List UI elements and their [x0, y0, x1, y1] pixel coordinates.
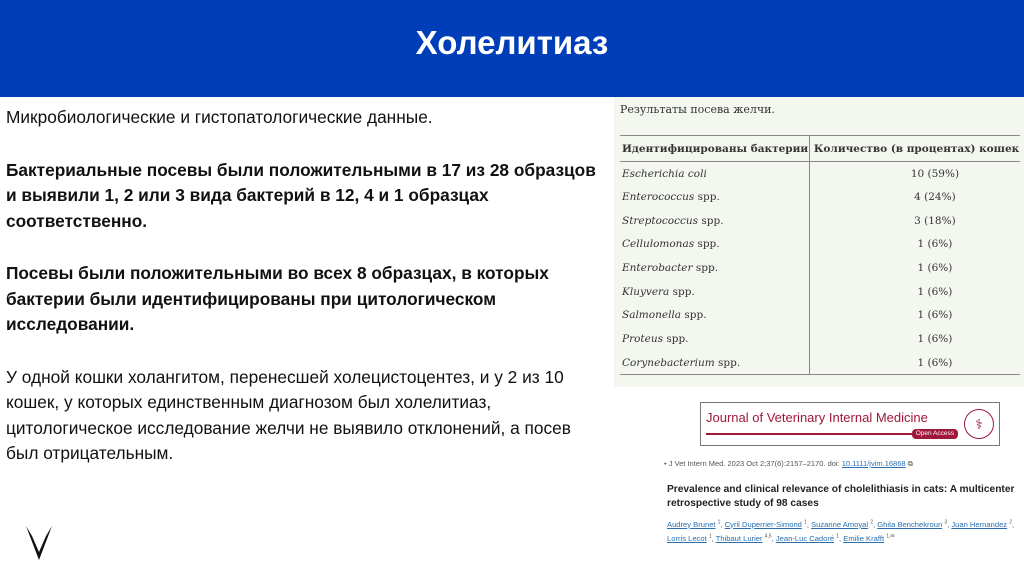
author-link[interactable]: Emilie Krafft: [843, 534, 885, 544]
affiliation: 4,5: [764, 533, 772, 540]
bacteria-cell: [620, 351, 809, 375]
bacteria-cell: [620, 233, 809, 257]
count-cell: 1 (6%): [809, 280, 1020, 304]
author: Suzanne Amoyal $^2$,: [811, 519, 878, 529]
bacteria-cell: [620, 304, 809, 328]
affiliation: 1: [717, 519, 721, 525]
article-title: Prevalence and clinical relevance of cholelithiasis in cats: A multicenter retrospective study of 98 cases: [667, 484, 1015, 509]
brand-logo-icon: [24, 522, 54, 562]
count-cell: 1 (6%): [809, 304, 1020, 328]
author-list: [667, 516, 1020, 545]
doi-link[interactable]: 10.1111/jvim.16868: [841, 459, 906, 468]
header-count: Количество (в процентах) кошек: [809, 136, 1020, 162]
bacteria-cell: [620, 327, 809, 351]
count-cell: 1 (6%): [809, 256, 1020, 280]
table-row: [620, 327, 1020, 351]
genus: Proteus: [622, 333, 663, 346]
author: Cyril Duperrier-Simond $^1$,: [724, 519, 812, 529]
paragraph: У одной кошки холангитом, перенесшей холецистоцентез, и у 2 из 10 кошек, у которых единственным диагнозом был холелитиаз, цитологическое исследование желчи не выявило отклонений, а посев был отрицательным.: [6, 366, 571, 463]
culture-results-table-image: [614, 97, 1024, 387]
affiliation: 2: [1009, 519, 1012, 525]
table-row: [620, 304, 1020, 328]
citation: [664, 458, 1020, 469]
author: Lorris Lecot $^1$,: [667, 533, 716, 544]
author-link[interactable]: Juan Hernandez: [951, 519, 1008, 529]
affiliation: 1: [836, 533, 840, 540]
table-row: [620, 256, 1020, 280]
genus: Kluyvera: [622, 285, 670, 298]
count-cell: 4 (24%): [809, 185, 1020, 209]
table-row: [620, 351, 1020, 375]
affiliation: 1: [708, 533, 712, 540]
genus-suffix: spp.: [663, 333, 689, 346]
genus-suffix: spp.: [714, 356, 741, 369]
table-row: [620, 162, 1020, 186]
table-row: [620, 185, 1020, 209]
journal-rule: [706, 433, 912, 435]
genus: Corynebacterium: [622, 356, 715, 369]
bacteria-cell: [620, 162, 809, 186]
table-row: [620, 233, 1020, 257]
journal-name: Journal of Veterinary Internal Medicine: [706, 409, 928, 425]
genus: Enterococcus: [622, 191, 695, 204]
open-access-badge: Open Access: [912, 429, 958, 439]
journal-seal-icon: ⚕: [964, 409, 994, 439]
genus-suffix: spp.: [694, 191, 720, 204]
count-cell: 1 (6%): [809, 351, 1020, 375]
author: [843, 534, 894, 543]
journal-wordmark: [706, 410, 958, 439]
genus-suffix: spp.: [694, 238, 720, 251]
genus: Cellulomonas: [622, 238, 695, 251]
bacteria-cell: [620, 185, 809, 209]
table-row: [620, 209, 1020, 233]
author: Ghita Benchekroun $^3$,: [877, 519, 952, 529]
genus-suffix: spp.: [681, 309, 707, 322]
author-link[interactable]: Cyril Duperrier-Simond: [724, 519, 802, 529]
affiliation: 3: [944, 519, 948, 525]
paragraph: Бактериальные посевы были положительными в 17 из 28 образцов и выявили 1, 2 или 3 вида бактерий в 12, 4 и 1 образцах соответственно.: [6, 159, 596, 231]
author-link[interactable]: Lorris Lecot: [667, 534, 707, 544]
table-row: [620, 280, 1020, 304]
author-link[interactable]: Jean-Luc Cadoré: [775, 534, 835, 544]
bacteria-cell: [620, 280, 809, 304]
article-reference: [664, 458, 1020, 545]
author-link[interactable]: Suzanne Amoyal: [811, 519, 869, 529]
count-cell: 10 (59%): [809, 162, 1020, 186]
bacteria-cell: [620, 256, 809, 280]
slide-body: [6, 105, 596, 494]
genus: Salmonella: [622, 309, 682, 322]
genus: Escherichia coli: [622, 167, 707, 180]
count-cell: 3 (18%): [809, 209, 1020, 233]
bacteria-cell: [620, 209, 809, 233]
external-link-icon: ⧉: [907, 459, 913, 468]
genus-suffix: spp.: [669, 285, 695, 298]
genus: Streptococcus: [622, 214, 699, 227]
affiliation: 2: [870, 519, 873, 525]
author-link[interactable]: Thibaut Lurier: [715, 534, 763, 544]
paragraph: Микробиологические и гистопатологические данные.: [6, 107, 433, 127]
journal-logo: [700, 402, 1000, 446]
citation-text: • J Vet Intern Med. 2023 Oct 2;37(6):2157–2170. doi:: [664, 459, 842, 468]
count-cell: 1 (6%): [809, 327, 1020, 351]
genus: Enterobacter: [622, 262, 693, 275]
paragraph: Посевы были положительными во всех 8 образцах, в которых бактерии были идентифицированы при цитологическом исследовании.: [6, 263, 549, 334]
author: Juan Hernandez $^2$,: [951, 519, 1015, 529]
slide-header: [0, 0, 1024, 97]
author: Audrey Brunet $^1$,: [667, 519, 725, 529]
count-cell: 1 (6%): [809, 233, 1020, 257]
genus-suffix: spp.: [692, 262, 719, 275]
journal-rule-row: [706, 429, 958, 439]
author: Thibaut Lurier $^{4,5}$,: [715, 533, 776, 544]
affiliation: 1,✉: [886, 533, 895, 540]
affiliation: 1: [804, 519, 807, 525]
author-link[interactable]: Ghita Benchekroun: [877, 519, 943, 529]
genus-suffix: spp.: [698, 214, 724, 227]
author-link[interactable]: Audrey Brunet: [667, 519, 716, 529]
header-bacteria: Идентифицированы бактерии: [620, 136, 809, 162]
table-caption: Результаты посева желчи.: [620, 103, 775, 116]
slide-title: Холелитиаз: [415, 23, 609, 61]
culture-results-table: [620, 135, 1020, 375]
author: Jean-Luc Cadoré $^1$,: [775, 533, 844, 544]
